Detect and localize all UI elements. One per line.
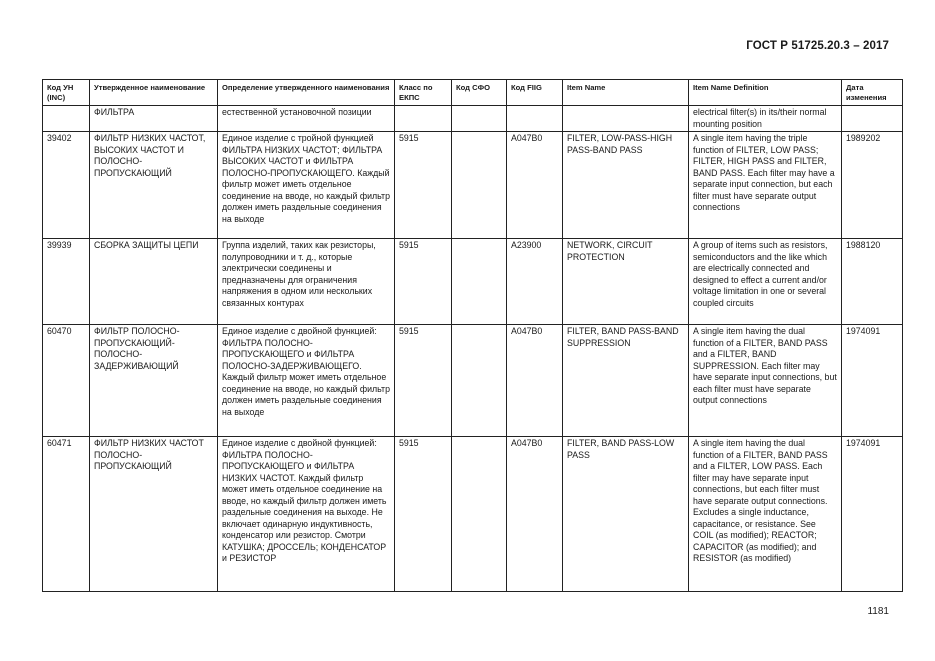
cell-class: 5915 bbox=[395, 239, 452, 325]
cell-definition: естественной установочной позиции bbox=[218, 106, 395, 132]
cell-inc: 60471 bbox=[43, 437, 90, 592]
cell-fiig: A047B0 bbox=[507, 437, 563, 592]
table-row bbox=[43, 437, 903, 592]
cell-item-name: FILTER, BAND PASS-LOW PASS bbox=[563, 437, 689, 592]
cell-item-definition: A group of items such as resistors, semiconductors and the like which are electrically connected and designed to effect a current and/or voltage limitation in one or several coupled circuits bbox=[689, 239, 842, 325]
cell-class bbox=[395, 106, 452, 132]
cell-name: ФИЛЬТР ПОЛОСНО-ПРОПУСКАЮЩИЙ-ПОЛОСНО-ЗАДЕРЖИВАЮЩИЙ bbox=[90, 325, 218, 437]
cell-item-definition: electrical filter(s) in its/their normal mounting position bbox=[689, 106, 842, 132]
cell-date: 1974091 bbox=[842, 325, 903, 437]
cell-date: 1974091 bbox=[842, 437, 903, 592]
table-row-continuation bbox=[43, 106, 903, 132]
cell-sfo bbox=[452, 132, 507, 239]
cell-inc: 39939 bbox=[43, 239, 90, 325]
cell-item-definition: A single item having the dual function of a FILTER, BAND PASS and a FILTER, BAND SUPPRESSION. Each filter may have separate input connections, but each filter must have separate output connections bbox=[689, 325, 842, 437]
col-header-sfo: Код СФО bbox=[452, 80, 507, 106]
col-header-item-definition: Item Name Definition bbox=[689, 80, 842, 106]
cell-fiig: A047B0 bbox=[507, 132, 563, 239]
cell-item-definition: A single item having the triple function of FILTER, LOW PASS; FILTER, HIGH PASS and FILTER, BAND PASS. Each filter may have a separate input connection, but each filter must have separate output connections bbox=[689, 132, 842, 239]
page-number: 1181 bbox=[867, 606, 889, 617]
cell-definition: Группа изделий, таких как резисторы, полупроводники и т. д., которые электрически соединены и предназначены для ограничения напряжения в одном или нескольких связанных контурах bbox=[218, 239, 395, 325]
col-header-date: Дата изменения bbox=[842, 80, 903, 106]
cell-sfo bbox=[452, 437, 507, 592]
specification-table bbox=[42, 79, 903, 592]
col-header-class: Класс по ЕКПС bbox=[395, 80, 452, 106]
col-header-inc: Код УН (INC) bbox=[43, 80, 90, 106]
cell-name: ФИЛЬТРА bbox=[90, 106, 218, 132]
table-row bbox=[43, 132, 903, 239]
cell-name: СБОРКА ЗАЩИТЫ ЦЕПИ bbox=[90, 239, 218, 325]
cell-item-name bbox=[563, 106, 689, 132]
col-header-fiig: Код FIIG bbox=[507, 80, 563, 106]
cell-fiig bbox=[507, 106, 563, 132]
cell-fiig: A047B0 bbox=[507, 325, 563, 437]
cell-definition: Единое изделие с двойной функцией: ФИЛЬТРА ПОЛОСНО-ПРОПУСКАЮЩЕГО и ФИЛЬТРА НИЗКИХ ЧАСТОТ. Каждый фильтр может иметь отдельное соединение на вводе, но каждый фильтр должен иметь раздельные соединения на выходе. Не включает одинарную индуктивность, конденсатор или резистор. Смотри КАТУШКА; ДРОССЕЛЬ; КОНДЕНСАТОР и РЕЗИСТОР bbox=[218, 437, 395, 592]
cell-sfo bbox=[452, 325, 507, 437]
table-header-row bbox=[43, 80, 903, 106]
cell-name: ФИЛЬТР НИЗКИХ ЧАСТОТ ПОЛОСНО-ПРОПУСКАЮЩИЙ bbox=[90, 437, 218, 592]
col-header-item-name: Item Name bbox=[563, 80, 689, 106]
cell-sfo bbox=[452, 106, 507, 132]
cell-inc: 60470 bbox=[43, 325, 90, 437]
col-header-definition: Определение утвержденного наименования bbox=[218, 80, 395, 106]
cell-class: 5915 bbox=[395, 325, 452, 437]
document-id: ГОСТ Р 51725.20.3 – 2017 bbox=[746, 40, 889, 52]
cell-date bbox=[842, 106, 903, 132]
cell-item-name: FILTER, LOW-PASS-HIGH PASS-BAND PASS bbox=[563, 132, 689, 239]
cell-class: 5915 bbox=[395, 132, 452, 239]
cell-sfo bbox=[452, 239, 507, 325]
cell-definition: Единое изделие с двойной функцией: ФИЛЬТРА ПОЛОСНО-ПРОПУСКАЮЩЕГО и ФИЛЬТРА ПОЛОСНО-ЗАДЕРЖИВАЮЩЕГО. Каждый фильтр может иметь отдельное соединение на вводе, но каждый фильтр должен иметь раздельные соединения на выходе bbox=[218, 325, 395, 437]
cell-class: 5915 bbox=[395, 437, 452, 592]
cell-date: 1988120 bbox=[842, 239, 903, 325]
col-header-name: Утвержденное наименование bbox=[90, 80, 218, 106]
cell-item-name: NETWORK, CIRCUIT PROTECTION bbox=[563, 239, 689, 325]
table-row bbox=[43, 239, 903, 325]
cell-item-name: FILTER, BAND PASS-BAND SUPPRESSION bbox=[563, 325, 689, 437]
cell-inc: 39402 bbox=[43, 132, 90, 239]
table-row bbox=[43, 325, 903, 437]
cell-date: 1989202 bbox=[842, 132, 903, 239]
cell-fiig: A23900 bbox=[507, 239, 563, 325]
cell-definition: Единое изделие с тройной функцией ФИЛЬТРА НИЗКИХ ЧАСТОТ; ФИЛЬТРА ВЫСОКИХ ЧАСТОТ и ФИЛЬТРА ПОЛОСНО-ПРОПУСКАЮЩЕГО. Каждый фильтр может иметь отдельное соединение на вводе, но каждый фильтр должен иметь раздельные соединения на выходе bbox=[218, 132, 395, 239]
cell-name: ФИЛЬТР НИЗКИХ ЧАСТОТ, ВЫСОКИХ ЧАСТОТ И ПОЛОСНО-ПРОПУСКАЮЩИЙ bbox=[90, 132, 218, 239]
cell-inc bbox=[43, 106, 90, 132]
cell-item-definition: A single item having the dual function of a FILTER, BAND PASS and a FILTER, LOW PASS. Each filter may have separate input connections, but each filter must have separate output connections. Excludes a single inductance, capacitance, or resistance. See COIL (as modified); REACTOR; CAPACITOR (as modified); and RESISTOR (as modified) bbox=[689, 437, 842, 592]
